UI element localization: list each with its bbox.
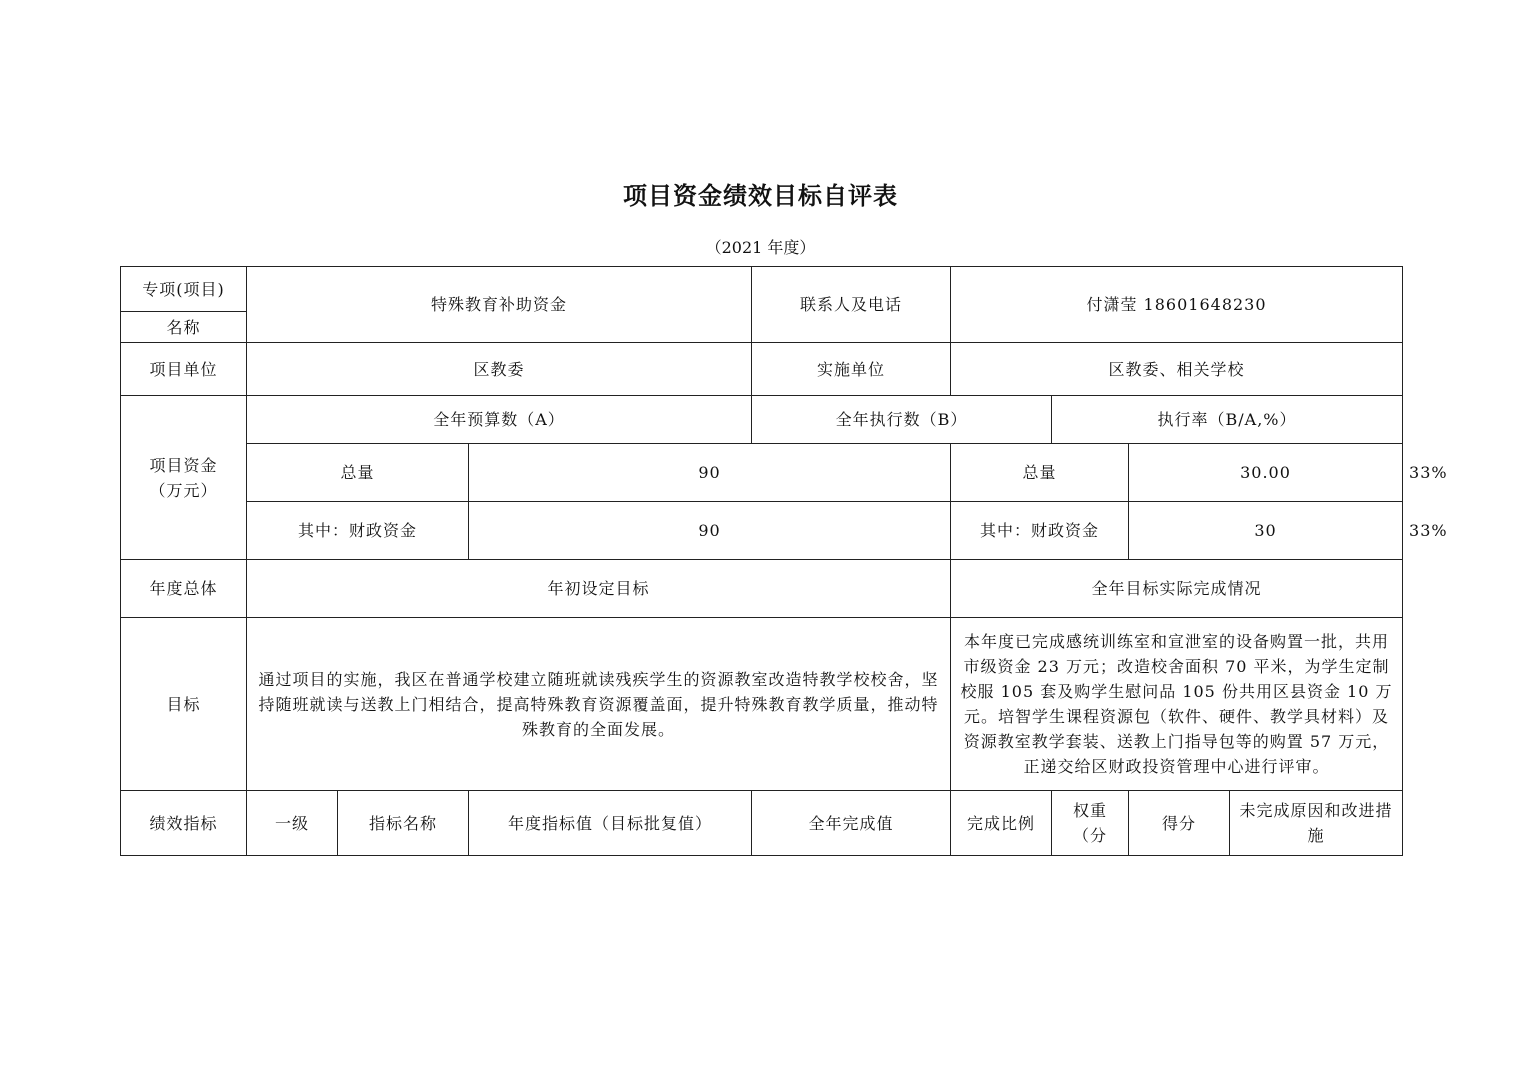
contact-value: 付潇莹 18601648230 (951, 267, 1403, 343)
document-year: （2021 年度） (705, 238, 816, 257)
exec-total-value: 30.00 (1129, 444, 1403, 502)
budget-header: 全年预算数（A） (247, 396, 752, 444)
indicators-label: 绩效指标 (121, 791, 247, 856)
contact-label: 联系人及电话 (752, 267, 951, 343)
actual-goal-text: 本年度已完成感统训练室和宣泄室的设备购置一批，共用市级资金 23 万元；改造校舍面积 70 平米，为学生定制校服 105 套及购学生慰问品 105 份共用区县资金 10 万元。培智学生课程资源包（软件、硬件、教学具材料）及资源教室教学套装、送教上门指导包等的购置 57 万元，正递交给区财政投资管理中心进行评审。 (951, 618, 1403, 791)
indicator-col-name: 指标名称 (338, 791, 469, 856)
indicator-col-ratio: 完成比例 (951, 791, 1052, 856)
initial-goal-text: 通过项目的实施，我区在普通学校建立随班就读残疾学生的资源教室改造特教学校校舍，坚持随班就读与送教上门相结合，提高特殊教育资源覆盖面，提升特殊教育教学质量，推动特殊教育的全面发展。 (247, 618, 951, 791)
funds-label-line1: 项目资金 (149, 455, 218, 475)
project-name-label: 专项(项目) (121, 267, 247, 312)
budget-fiscal-label: 其中：财政资金 (247, 502, 469, 560)
actual-goal-header: 全年目标实际完成情况 (951, 560, 1403, 618)
indicator-col-actual: 全年完成值 (752, 791, 951, 856)
indicator-col-reason: 未完成原因和改进措施 (1230, 791, 1403, 856)
indicator-col-weight: 权重（分 (1052, 791, 1129, 856)
indicator-col-target: 年度指标值（目标批复值） (469, 791, 752, 856)
exec-fiscal-label: 其中：财政资金 (951, 502, 1129, 560)
evaluation-table: 专项(项目) 特殊教育补助资金 联系人及电话 付潇莹 18601648230 名称 项目单位 区教委 实施单位 区教委、相关学校 项目资金 （万元） 全年预算数（A） 全年执行数（B） 执行率（B/A,%） 总量 90 总量 30.00 33% 其中：财政资金 90 其中：财政资金 30 33% 年度总体 年初设定目标 全年目标实际完成情况 目标 通过项目的实施，我区在普通学校建立随班就读残疾学生的资源教室改造特教学校校舍，坚持随班就读与送教上门相结合，提高特殊教育资源覆盖面，提升特殊教育教学质量，推动特殊教育的全面发展。 本年度已完成感统训练室和宣泄室的设备购置一批，共用市级资金 23 万元；改造校舍面积 70 平米，为学生定制校服 105 套及购学生慰问品 105 份共用区县资金 10 万元。培智学生课程资源包（软件、硬件、教学具材料）及资源教室教学套装、送教上门指导包等的购置 57 万元，正递交给区财政投资管理中心进行评审。 绩效指标 一级 指标名称 年度指标值（目标批复值） 全年完成值 完成比例 权重（分 得分 未完成原因和改进措施 (120, 266, 1403, 856)
project-name-label-2: 名称 (121, 312, 247, 343)
indicator-col-level1: 一级 (247, 791, 338, 856)
funds-label-line2: （万元） (149, 480, 218, 500)
impl-unit-value: 区教委、相关学校 (951, 343, 1403, 396)
goals-label-2: 目标 (121, 618, 247, 791)
funds-label (121, 396, 247, 560)
budget-fiscal-value: 90 (469, 502, 951, 560)
budget-total-label: 总量 (247, 444, 469, 502)
exec-total-label: 总量 (951, 444, 1129, 502)
project-unit-value: 区教委 (247, 343, 752, 396)
exec-header: 全年执行数（B） (752, 396, 1052, 444)
project-unit-label: 项目单位 (121, 343, 247, 396)
goals-label: 年度总体 (121, 560, 247, 618)
project-name-value: 特殊教育补助资金 (247, 267, 752, 343)
document-title: 项目资金绩效目标自评表 (623, 182, 898, 210)
budget-total-value: 90 (469, 444, 951, 502)
exec-fiscal-value: 30 (1129, 502, 1403, 560)
impl-unit-label: 实施单位 (752, 343, 951, 396)
initial-goal-header: 年初设定目标 (247, 560, 951, 618)
rate-header: 执行率（B/A,%） (1052, 396, 1403, 444)
indicator-col-score: 得分 (1129, 791, 1230, 856)
